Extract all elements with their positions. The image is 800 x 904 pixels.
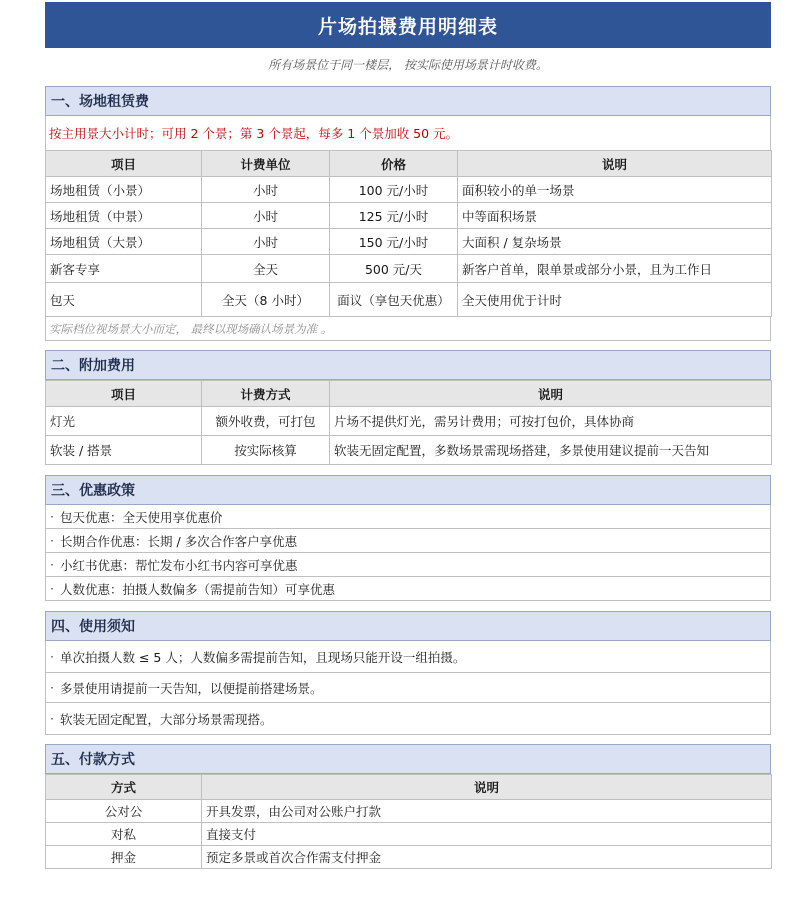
notice-item: 软装无固定配置，大部分场景需现搭。 (59, 711, 273, 727)
cell-desc: 直接支付 (202, 823, 772, 846)
cell-desc: 开具发票，由公司对公账户打款 (202, 800, 772, 823)
cell-method: 对私 (46, 823, 202, 846)
cell-desc: 全天使用优于计时 (458, 283, 772, 317)
table-row (46, 177, 772, 203)
bullet-icon: · (50, 711, 54, 726)
cell-price: 100 元/小时 (330, 177, 458, 203)
cell-unit: 全天（8 小时） (202, 283, 330, 317)
cell-desc: 预定多景或首次合作需支付押金 (202, 846, 772, 869)
notice-item: 多景使用请提前一天告知，以便提前搭建场景。 (59, 680, 323, 696)
bullet-icon: · (50, 557, 54, 572)
cell-price: 500 元/天 (330, 255, 458, 283)
rent-table-header (46, 151, 772, 177)
table-row (46, 229, 772, 255)
cell-method: 额外收费，可打包 (202, 407, 330, 436)
table-row (46, 846, 772, 869)
bullet-icon: · (50, 533, 54, 548)
table-row (46, 203, 772, 229)
cell-desc: 软装无固定配置，多数场景需现场搭建，多景使用建议提前一天告知 (330, 436, 772, 465)
cell-desc: 片场不提供灯光，需另计费用；可按打包价，具体协商 (330, 407, 772, 436)
bullet-icon: · (50, 680, 54, 695)
col-header-method: 计费方式 (202, 381, 330, 407)
list-item (45, 505, 771, 529)
pricing-sheet (45, 2, 771, 869)
cell-method: 押金 (46, 846, 202, 869)
bullet-icon: · (50, 581, 54, 596)
discount-item: 小红书优惠：帮忙发布小红书内容可享优惠 (59, 557, 298, 573)
cell-desc: 面积较小的单一场景 (458, 177, 772, 203)
col-header-desc: 说明 (458, 151, 772, 177)
bullet-icon: · (50, 649, 54, 664)
discount-item: 包天优惠：全天使用享优惠价 (59, 509, 223, 525)
col-header-unit: 计费单位 (202, 151, 330, 177)
list-item (45, 553, 771, 577)
bullet-icon: · (50, 509, 54, 524)
table-row (46, 407, 772, 436)
section-extra-heading: 二、附加费用 (45, 350, 771, 380)
extra-table-header (46, 381, 772, 407)
cell-item: 场地租赁（中景） (46, 203, 202, 229)
cell-price: 面议（享包天优惠） (330, 283, 458, 317)
col-header-item: 项目 (46, 151, 202, 177)
discount-item: 长期合作优惠：长期 / 多次合作客户享优惠 (59, 533, 298, 549)
col-header-desc: 说明 (330, 381, 772, 407)
cell-method: 按实际核算 (202, 436, 330, 465)
payment-table-header (46, 775, 772, 800)
section-rent-heading: 一、场地租赁费 (45, 86, 771, 116)
cell-desc: 大面积 / 复杂场景 (458, 229, 772, 255)
page-title: 片场拍摄费用明细表 (45, 2, 771, 48)
table-row (46, 823, 772, 846)
col-header-price: 价格 (330, 151, 458, 177)
col-header-item: 项目 (46, 381, 202, 407)
cell-unit: 小时 (202, 229, 330, 255)
section-payment-heading: 五、付款方式 (45, 744, 771, 774)
table-row (46, 436, 772, 465)
cell-item: 新客专享 (46, 255, 202, 283)
list-item (45, 529, 771, 553)
cell-item: 软装 / 搭景 (46, 436, 202, 465)
rent-footnote: 实际档位视场景大小而定， 最终以现场确认场景为准 。 (45, 317, 771, 341)
rent-note: 按主用景大小计时；可用 2 个景；第 3 个景起，每多 1 个景加收 50 元。 (45, 116, 771, 150)
col-header-desc: 说明 (202, 775, 772, 800)
table-row (46, 255, 772, 283)
cell-price: 150 元/小时 (330, 229, 458, 255)
table-row (46, 800, 772, 823)
page-subtitle: 所有场景位于同一楼层， 按实际使用场景计时收费。 (268, 57, 548, 72)
list-item (45, 673, 771, 703)
cell-desc: 新客户首单，限单景或部分小景，且为工作日 (458, 255, 772, 283)
list-item (45, 703, 771, 735)
col-header-method: 方式 (46, 775, 202, 800)
cell-unit: 小时 (202, 203, 330, 229)
discount-item: 人数优惠：拍摄人数偏多（需提前告知）可享优惠 (59, 581, 335, 597)
cell-item: 场地租赁（小景） (46, 177, 202, 203)
payment-table (45, 774, 772, 869)
cell-item: 灯光 (46, 407, 202, 436)
extra-table (45, 380, 772, 465)
section-notice-heading: 四、使用须知 (45, 611, 771, 641)
cell-desc: 中等面积场景 (458, 203, 772, 229)
list-item (45, 577, 771, 601)
list-item (45, 641, 771, 673)
cell-unit: 全天 (202, 255, 330, 283)
cell-item: 包天 (46, 283, 202, 317)
table-row (46, 283, 772, 317)
cell-item: 场地租赁（大景） (46, 229, 202, 255)
notice-item: 单次拍摄人数 ≤ 5 人；人数偏多需提前告知，且现场只能开设一组拍摄。 (59, 649, 466, 665)
cell-method: 公对公 (46, 800, 202, 823)
section-discount-heading: 三、优惠政策 (45, 475, 771, 505)
cell-price: 125 元/小时 (330, 203, 458, 229)
cell-unit: 小时 (202, 177, 330, 203)
rent-table (45, 150, 772, 317)
